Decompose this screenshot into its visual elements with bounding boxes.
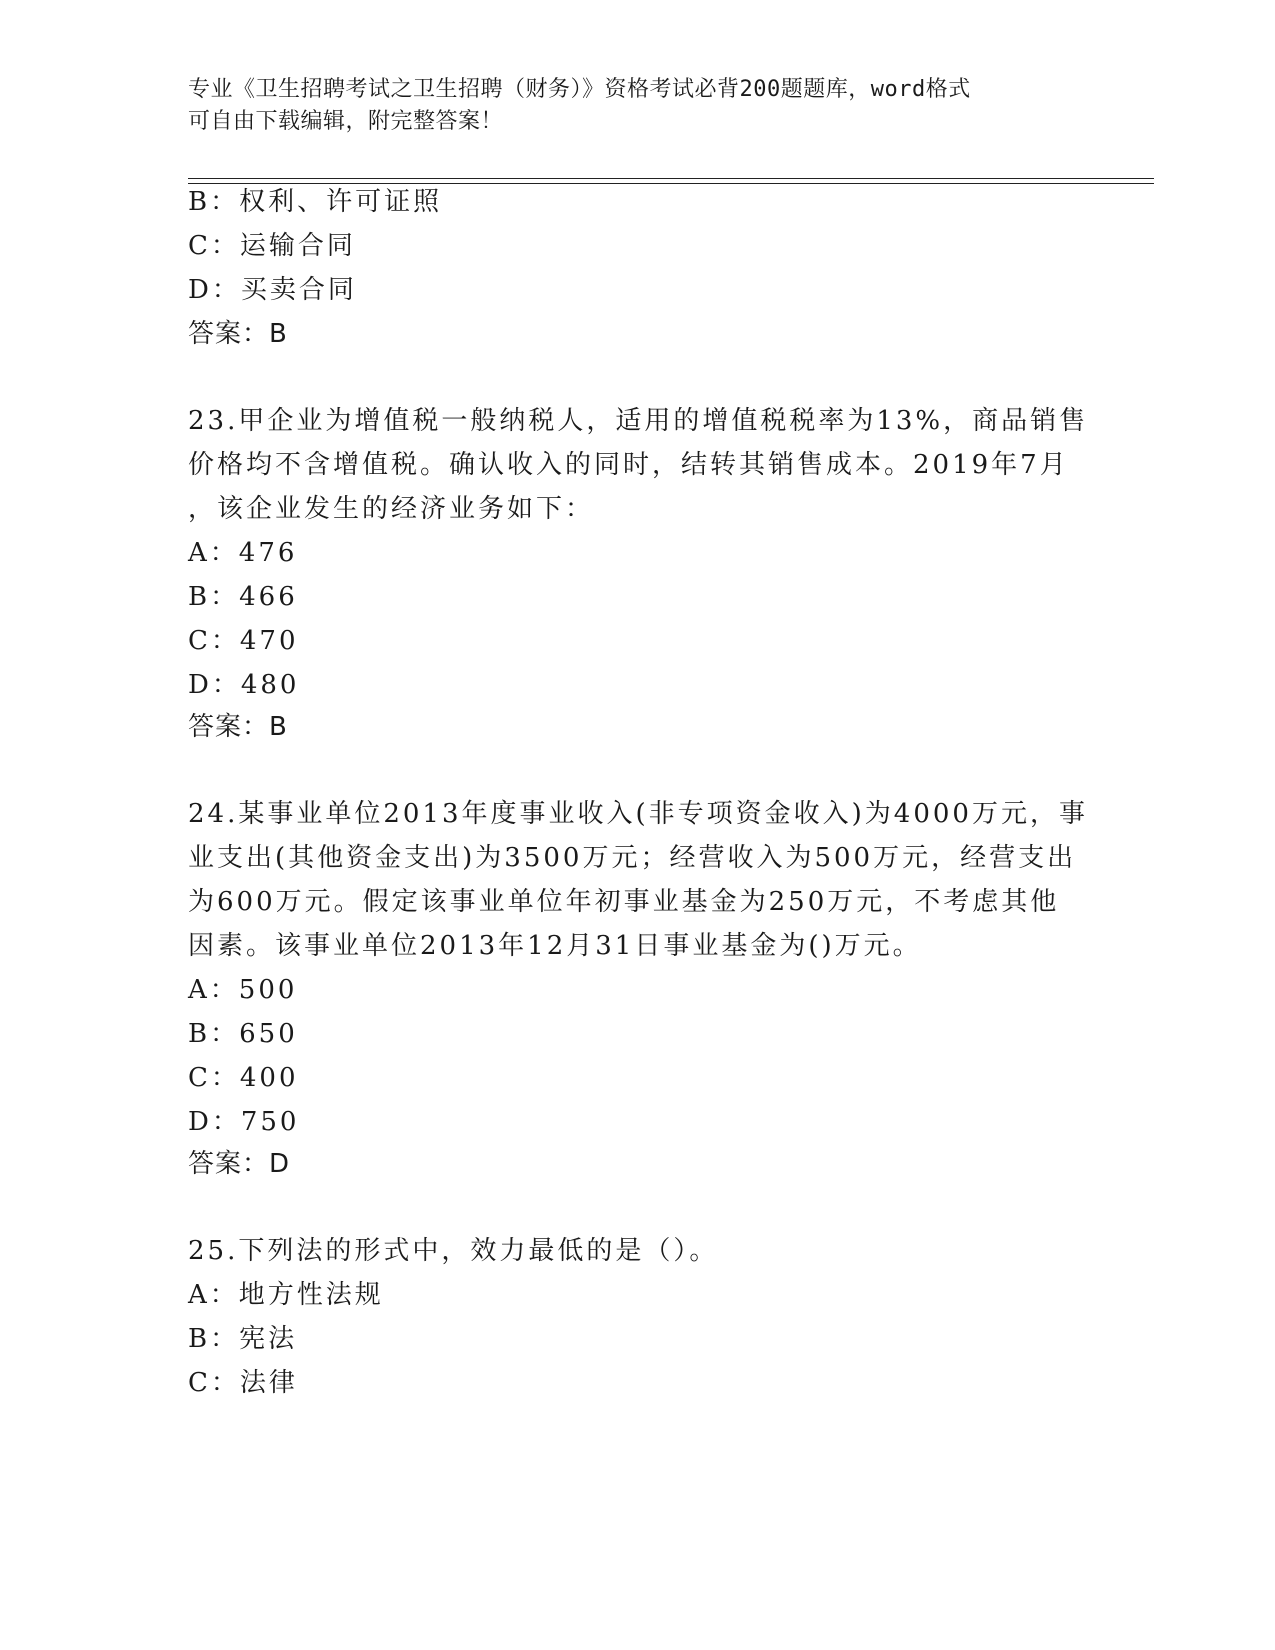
q25-option-b: B：宪法 bbox=[188, 1324, 298, 1354]
q25-option-c: C：法律 bbox=[188, 1368, 298, 1398]
header-divider-bottom bbox=[188, 183, 1154, 184]
page-header bbox=[188, 74, 1068, 138]
header-title-line-2: 可自由下载编辑，附完整答案！ bbox=[188, 109, 504, 134]
q22-option-c: C：运输合同 bbox=[188, 231, 356, 261]
q23-option-a: A：476 bbox=[188, 538, 298, 568]
q22-option-d: D：买卖合同 bbox=[188, 275, 357, 305]
header-divider-top bbox=[188, 178, 1154, 179]
q24-option-b: B：650 bbox=[188, 1019, 298, 1049]
q23-stem-line-1: 23.甲企业为增值税一般纳税人，适用的增值税税率为13%，商品销售 bbox=[188, 406, 1089, 436]
q23-option-b: B：466 bbox=[188, 582, 298, 612]
q23-option-d: D：480 bbox=[188, 670, 300, 700]
q23-stem-line-2: 价格均不含增值税。确认收入的同时，结转其销售成本。2019年7月 bbox=[188, 450, 1069, 480]
q22-answer: 答案：B bbox=[188, 319, 288, 349]
q22-option-b: B：权利、许可证照 bbox=[188, 187, 443, 217]
q25-option-a: A：地方性法规 bbox=[188, 1280, 384, 1310]
q24-answer: 答案：D bbox=[188, 1149, 291, 1179]
q23-option-c: C：470 bbox=[188, 626, 299, 656]
q24-stem-line-2: 业支出(其他资金支出)为3500万元；经营收入为500万元，经营支出 bbox=[188, 843, 1077, 873]
q24-stem-line-1: 24.某事业单位2013年度事业收入(非专项资金收入)为4000万元，事 bbox=[188, 799, 1088, 829]
q24-stem-line-4: 因素。该事业单位2013年12月31日事业基金为()万元。 bbox=[188, 931, 922, 961]
q24-stem-line-3: 为600万元。假定该事业单位年初事业基金为250万元，不考虑其他 bbox=[188, 887, 1060, 917]
q24-option-a: A：500 bbox=[188, 975, 298, 1005]
header-title-line-1: 专业《卫生招聘考试之卫生招聘（财务）》资格考试必背200题题库，word格式 bbox=[188, 77, 971, 102]
q24-option-d: D：750 bbox=[188, 1107, 300, 1137]
q24-option-c: C：400 bbox=[188, 1063, 299, 1093]
q23-stem-line-3: ，该企业发生的经济业务如下： bbox=[188, 494, 595, 524]
q25-stem-line-1: 25.下列法的形式中，效力最低的是（）。 bbox=[188, 1236, 719, 1266]
q23-answer: 答案：B bbox=[188, 712, 288, 742]
